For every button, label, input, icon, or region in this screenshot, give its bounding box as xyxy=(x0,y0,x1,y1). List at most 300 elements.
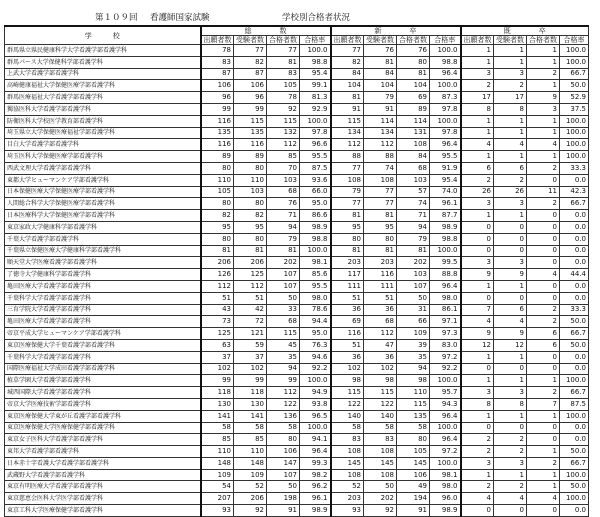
value-cell: 6 xyxy=(527,328,560,340)
subheader-cell: 受験者数 xyxy=(364,36,397,45)
table-row xyxy=(5,339,589,351)
school-name: 千葉大学看護学部看護学科 xyxy=(5,233,201,245)
table-row xyxy=(5,328,589,340)
value-cell: 81 xyxy=(267,56,300,68)
school-name: 帝京大学医療技術学部看護学科 xyxy=(5,398,201,410)
school-name: 城西国際大学看護学部看護学科 xyxy=(5,387,201,399)
value-cell: 0 xyxy=(527,245,560,257)
value-cell: 110 xyxy=(201,174,234,186)
value-cell: 1 xyxy=(494,127,527,139)
value-cell: 4 xyxy=(527,139,560,151)
table-row xyxy=(5,446,589,458)
value-cell: 105 xyxy=(397,446,430,458)
value-cell: 80 xyxy=(397,434,430,446)
value-cell: 80 xyxy=(201,198,234,210)
value-cell: 126 xyxy=(201,269,234,281)
exam-name: 看護師国家試験 xyxy=(150,13,210,23)
table-row xyxy=(5,387,589,399)
value-cell: 45 xyxy=(267,339,300,351)
value-cell: 86.1 xyxy=(430,304,461,316)
table-row xyxy=(5,375,589,387)
value-cell: 92.2 xyxy=(300,363,331,375)
value-cell: 206 xyxy=(234,257,267,269)
value-cell: 8 xyxy=(494,398,527,410)
value-cell: 95 xyxy=(201,221,234,233)
value-cell: 93.6 xyxy=(300,174,331,186)
subheader-cell: 合格率 xyxy=(430,36,461,45)
value-cell: 100.0 xyxy=(430,115,461,127)
value-cell: 122 xyxy=(331,398,364,410)
value-cell: 99 xyxy=(201,375,234,387)
table-row xyxy=(5,505,589,517)
value-cell: 77 xyxy=(331,198,364,210)
value-cell: 100.0 xyxy=(560,56,589,68)
table-row xyxy=(5,304,589,316)
value-cell: 2 xyxy=(527,457,560,469)
value-cell: 80 xyxy=(201,162,234,174)
value-cell: 97.1 xyxy=(430,316,461,328)
value-cell: 85 xyxy=(234,434,267,446)
subheader-cell: 合格者数 xyxy=(397,36,430,45)
value-cell: 94 xyxy=(267,221,300,233)
value-cell: 1 xyxy=(527,127,560,139)
value-cell: 9 xyxy=(494,328,527,340)
value-cell: 66.7 xyxy=(560,68,589,80)
value-cell: 74 xyxy=(397,198,430,210)
value-cell: 198 xyxy=(267,493,300,505)
value-cell: 104 xyxy=(364,80,397,92)
value-cell: 95 xyxy=(364,221,397,233)
value-cell: 100.0 xyxy=(560,469,589,481)
value-cell: 1 xyxy=(527,469,560,481)
value-cell: 0 xyxy=(527,422,560,434)
subheader-cell: 出願者数 xyxy=(201,36,234,45)
value-cell: 206 xyxy=(234,493,267,505)
value-cell: 1 xyxy=(461,127,494,139)
school-name: 東京医療保健大学医療保健学部看護学科 xyxy=(5,422,201,434)
value-cell: 70 xyxy=(267,162,300,174)
value-cell: 36 xyxy=(364,351,397,363)
value-cell: 108 xyxy=(331,446,364,458)
school-name: 人間総合科学大学保健医療学部看護学科 xyxy=(5,198,201,210)
value-cell: 0.0 xyxy=(560,422,589,434)
value-cell: 77 xyxy=(267,45,300,57)
value-cell: 96.4 xyxy=(430,280,461,292)
school-name: 三育学院大学看護学部看護学科 xyxy=(5,304,201,316)
value-cell: 0 xyxy=(527,351,560,363)
value-cell: 42.3 xyxy=(560,186,589,198)
group-header-previous-graduates: 既 卒 xyxy=(461,26,589,36)
value-cell: 125 xyxy=(234,269,267,281)
value-cell: 106 xyxy=(267,446,300,458)
value-cell: 1 xyxy=(461,375,494,387)
value-cell: 3 xyxy=(527,103,560,115)
value-cell: 97.2 xyxy=(430,446,461,458)
value-cell: 58 xyxy=(234,422,267,434)
value-cell: 112 xyxy=(267,387,300,399)
value-cell: 0.0 xyxy=(560,292,589,304)
value-cell: 51 xyxy=(331,339,364,351)
value-cell: 147 xyxy=(267,457,300,469)
value-cell: 17 xyxy=(461,92,494,104)
value-cell: 91 xyxy=(397,505,430,517)
table-row xyxy=(5,186,589,198)
value-cell: 1 xyxy=(527,80,560,92)
value-cell: 115 xyxy=(267,115,300,127)
value-cell: 108 xyxy=(397,139,430,151)
value-cell: 95 xyxy=(331,221,364,233)
value-cell: 134 xyxy=(364,127,397,139)
value-cell: 58 xyxy=(364,422,397,434)
value-cell: 95.7 xyxy=(430,387,461,399)
table-row xyxy=(5,68,589,80)
value-cell: 98.1 xyxy=(300,257,331,269)
value-cell: 194 xyxy=(397,493,430,505)
value-cell: 80 xyxy=(234,162,267,174)
table-row xyxy=(5,115,589,127)
value-cell: 203 xyxy=(364,257,397,269)
value-cell: 0 xyxy=(527,505,560,517)
value-cell: 97.3 xyxy=(430,328,461,340)
table-row xyxy=(5,280,589,292)
value-cell: 0 xyxy=(494,505,527,517)
value-cell: 3 xyxy=(461,387,494,399)
value-cell: 114 xyxy=(397,115,430,127)
value-cell: 26 xyxy=(461,186,494,198)
value-cell: 110 xyxy=(397,387,430,399)
value-cell: 88 xyxy=(364,151,397,163)
school-name: 群馬県立県民健康科学大学看護学部看護学科 xyxy=(5,45,201,57)
exam-number: 第１０９回 xyxy=(95,13,138,23)
value-cell: 1 xyxy=(461,151,494,163)
value-cell: 116 xyxy=(234,139,267,151)
value-cell: 98 xyxy=(331,375,364,387)
value-cell: 98.9 xyxy=(430,505,461,517)
value-cell: 71 xyxy=(267,210,300,222)
value-cell: 81 xyxy=(397,68,430,80)
value-cell: 87.3 xyxy=(430,92,461,104)
value-cell: 81.3 xyxy=(300,92,331,104)
value-cell: 96.4 xyxy=(300,446,331,458)
value-cell: 81 xyxy=(267,245,300,257)
value-cell: 81 xyxy=(234,245,267,257)
school-name: 高崎健康福祉大学保健医療学部看護学科 xyxy=(5,80,201,92)
value-cell: 116 xyxy=(331,328,364,340)
subheader-cell: 出願者数 xyxy=(461,36,494,45)
value-cell: 74 xyxy=(364,162,397,174)
value-cell: 77 xyxy=(364,186,397,198)
value-cell: 85 xyxy=(201,434,234,446)
value-cell: 78 xyxy=(201,45,234,57)
value-cell: 114 xyxy=(364,115,397,127)
value-cell: 58 xyxy=(267,422,300,434)
value-cell: 108 xyxy=(364,469,397,481)
value-cell: 2 xyxy=(494,434,527,446)
value-cell: 11 xyxy=(527,186,560,198)
value-cell: 115 xyxy=(397,398,430,410)
value-cell: 3 xyxy=(494,257,527,269)
value-cell: 76 xyxy=(267,198,300,210)
value-cell: 100.0 xyxy=(300,422,331,434)
table-row xyxy=(5,434,589,446)
table-row xyxy=(5,103,589,115)
value-cell: 93.8 xyxy=(300,398,331,410)
value-cell: 83 xyxy=(364,434,397,446)
value-cell: 0 xyxy=(494,363,527,375)
value-cell: 4 xyxy=(494,316,527,328)
value-cell: 58 xyxy=(201,422,234,434)
school-name: 獨協医科大学看護学部看護学科 xyxy=(5,103,201,115)
value-cell: 83 xyxy=(201,56,234,68)
table-row xyxy=(5,127,589,139)
value-cell: 100.0 xyxy=(430,457,461,469)
value-cell: 86.6 xyxy=(300,210,331,222)
value-cell: 100.0 xyxy=(560,375,589,387)
value-cell: 0.0 xyxy=(560,245,589,257)
value-cell: 134 xyxy=(331,127,364,139)
value-cell: 82 xyxy=(234,210,267,222)
value-cell: 76.3 xyxy=(300,339,331,351)
value-cell: 0 xyxy=(527,174,560,186)
value-cell: 141 xyxy=(201,410,234,422)
value-cell: 108 xyxy=(331,174,364,186)
school-name: 東京有明医療大学看護学部看護学科 xyxy=(5,481,201,493)
value-cell: 50 xyxy=(267,292,300,304)
value-cell: 112 xyxy=(201,280,234,292)
value-cell: 96.4 xyxy=(430,434,461,446)
value-cell: 98.9 xyxy=(300,221,331,233)
subheader-cell: 出願者数 xyxy=(331,36,364,45)
value-cell: 91 xyxy=(267,505,300,517)
value-cell: 0 xyxy=(527,210,560,222)
value-cell: 148 xyxy=(201,457,234,469)
value-cell: 36 xyxy=(364,304,397,316)
value-cell: 92 xyxy=(267,103,300,115)
value-cell: 115 xyxy=(331,115,364,127)
value-cell: 52 xyxy=(234,481,267,493)
value-cell: 125 xyxy=(201,328,234,340)
school-name: 防衛医科大学校医学教育部看護学科 xyxy=(5,115,201,127)
value-cell: 36 xyxy=(331,304,364,316)
value-cell: 100.0 xyxy=(560,151,589,163)
value-cell: 52.9 xyxy=(560,92,589,104)
value-cell: 1 xyxy=(494,469,527,481)
value-cell: 0 xyxy=(461,363,494,375)
value-cell: 117 xyxy=(331,269,364,281)
value-cell: 109 xyxy=(234,469,267,481)
value-cell: 92.2 xyxy=(430,363,461,375)
value-cell: 92 xyxy=(234,505,267,517)
value-cell: 80 xyxy=(331,233,364,245)
value-cell: 95.5 xyxy=(300,280,331,292)
value-cell: 98.9 xyxy=(430,221,461,233)
table-row xyxy=(5,316,589,328)
value-cell: 0.0 xyxy=(560,257,589,269)
school-name: 国際医療福祉大学成田看護学部看護学科 xyxy=(5,363,201,375)
value-cell: 76 xyxy=(397,45,430,57)
value-cell: 54 xyxy=(201,481,234,493)
value-cell: 0.0 xyxy=(560,505,589,517)
value-cell: 131 xyxy=(397,127,430,139)
value-cell: 1 xyxy=(494,375,527,387)
value-cell: 1 xyxy=(494,280,527,292)
value-cell: 1 xyxy=(494,210,527,222)
value-cell: 81 xyxy=(331,245,364,257)
value-cell: 89 xyxy=(234,151,267,163)
school-name: 植草学園大学看護学部看護学科 xyxy=(5,375,201,387)
value-cell: 110 xyxy=(234,446,267,458)
value-cell: 50.0 xyxy=(560,446,589,458)
document-title: 学校別合格者状況 xyxy=(282,13,351,23)
value-cell: 35 xyxy=(267,351,300,363)
value-cell: 100.0 xyxy=(560,45,589,57)
value-cell: 100.0 xyxy=(300,45,331,57)
value-cell: 2 xyxy=(527,162,560,174)
value-cell: 80 xyxy=(397,56,430,68)
value-cell: 37 xyxy=(201,351,234,363)
value-cell: 9 xyxy=(527,92,560,104)
value-cell: 96 xyxy=(234,92,267,104)
value-cell: 17 xyxy=(494,92,527,104)
value-cell: 1 xyxy=(527,481,560,493)
value-cell: 82 xyxy=(331,56,364,68)
value-cell: 0 xyxy=(461,233,494,245)
value-cell: 58 xyxy=(397,422,430,434)
value-cell: 100.0 xyxy=(430,45,461,57)
value-cell: 87.5 xyxy=(300,162,331,174)
value-cell: 0.0 xyxy=(560,351,589,363)
value-cell: 51 xyxy=(331,292,364,304)
value-cell: 99 xyxy=(201,103,234,115)
results-table xyxy=(4,25,589,517)
school-name: 日本赤十字看護大学看護学部看護学科 xyxy=(5,457,201,469)
school-name: 群馬パース大学保健科学部看護学科 xyxy=(5,56,201,68)
value-cell: 87.7 xyxy=(430,210,461,222)
value-cell: 4 xyxy=(461,316,494,328)
subheader-cell: 受験者数 xyxy=(494,36,527,45)
value-cell: 66.0 xyxy=(300,186,331,198)
value-cell: 4 xyxy=(527,493,560,505)
value-cell: 95.5 xyxy=(430,151,461,163)
value-cell: 3 xyxy=(494,387,527,399)
value-cell: 99.5 xyxy=(430,257,461,269)
value-cell: 0.0 xyxy=(560,363,589,375)
value-cell: 93 xyxy=(201,505,234,517)
value-cell: 108 xyxy=(364,174,397,186)
subheader-cell: 受験者数 xyxy=(234,36,267,45)
value-cell: 68 xyxy=(267,316,300,328)
value-cell: 2 xyxy=(527,316,560,328)
value-cell: 94.1 xyxy=(300,434,331,446)
subheader-cell: 合格率 xyxy=(300,36,331,45)
value-cell: 81 xyxy=(331,210,364,222)
value-cell: 1 xyxy=(461,45,494,57)
value-cell: 100.0 xyxy=(300,115,331,127)
school-name: 千葉科学大学看護学部看護学科 xyxy=(5,351,201,363)
school-name: 群馬医療福祉大学看護学部看護学科 xyxy=(5,92,201,104)
value-cell: 112 xyxy=(364,139,397,151)
value-cell: 8 xyxy=(461,398,494,410)
value-cell: 206 xyxy=(201,257,234,269)
value-cell: 88.8 xyxy=(430,269,461,281)
value-cell: 2 xyxy=(494,481,527,493)
value-cell: 1 xyxy=(494,151,527,163)
value-cell: 115 xyxy=(364,387,397,399)
value-cell: 85 xyxy=(267,151,300,163)
value-cell: 3 xyxy=(461,257,494,269)
value-cell: 95.4 xyxy=(300,68,331,80)
value-cell: 1 xyxy=(527,375,560,387)
school-name: 埼玉県立大学保健医療福祉学部看護学科 xyxy=(5,127,201,139)
value-cell: 93 xyxy=(331,505,364,517)
value-cell: 110 xyxy=(234,174,267,186)
value-cell: 73 xyxy=(201,316,234,328)
table-row xyxy=(5,233,589,245)
value-cell: 92.9 xyxy=(300,103,331,115)
value-cell: 2 xyxy=(527,304,560,316)
value-cell: 135 xyxy=(397,410,430,422)
value-cell: 118 xyxy=(201,387,234,399)
value-cell: 97.8 xyxy=(430,103,461,115)
school-name: 亀田医療大学看護学部看護学科 xyxy=(5,280,201,292)
value-cell: 66 xyxy=(397,316,430,328)
value-cell: 26 xyxy=(494,186,527,198)
value-cell: 100.0 xyxy=(560,493,589,505)
value-cell: 116 xyxy=(201,115,234,127)
value-cell: 83.0 xyxy=(430,339,461,351)
value-cell: 207 xyxy=(201,493,234,505)
value-cell: 130 xyxy=(201,398,234,410)
value-cell: 116 xyxy=(364,269,397,281)
table-body xyxy=(5,45,589,517)
value-cell: 0 xyxy=(527,233,560,245)
value-cell: 203 xyxy=(331,493,364,505)
value-cell: 135 xyxy=(201,127,234,139)
value-cell: 78.6 xyxy=(300,304,331,316)
value-cell: 81 xyxy=(364,245,397,257)
value-cell: 122 xyxy=(267,398,300,410)
value-cell: 112 xyxy=(331,139,364,151)
value-cell: 84 xyxy=(397,151,430,163)
value-cell: 2 xyxy=(461,80,494,92)
value-cell: 99 xyxy=(234,103,267,115)
value-cell: 87 xyxy=(201,68,234,80)
value-cell: 104 xyxy=(331,80,364,92)
value-cell: 50.0 xyxy=(560,481,589,493)
value-cell: 83 xyxy=(267,68,300,80)
value-cell: 94 xyxy=(397,221,430,233)
value-cell: 100.0 xyxy=(300,245,331,257)
value-cell: 96.0 xyxy=(430,493,461,505)
value-cell: 98.9 xyxy=(300,505,331,517)
value-cell: 6 xyxy=(494,162,527,174)
value-cell: 96.2 xyxy=(300,481,331,493)
value-cell: 69 xyxy=(331,316,364,328)
school-name: 武蔵野大学看護学部看護学科 xyxy=(5,469,201,481)
value-cell: 2 xyxy=(461,174,494,186)
value-cell: 81 xyxy=(364,210,397,222)
value-cell: 83 xyxy=(331,434,364,446)
value-cell: 51 xyxy=(201,292,234,304)
table-row xyxy=(5,457,589,469)
value-cell: 4 xyxy=(461,493,494,505)
value-cell: 3 xyxy=(461,198,494,210)
value-cell: 0.0 xyxy=(560,221,589,233)
value-cell: 8 xyxy=(494,103,527,115)
value-cell: 1 xyxy=(461,210,494,222)
value-cell: 2 xyxy=(527,387,560,399)
value-cell: 68 xyxy=(397,162,430,174)
